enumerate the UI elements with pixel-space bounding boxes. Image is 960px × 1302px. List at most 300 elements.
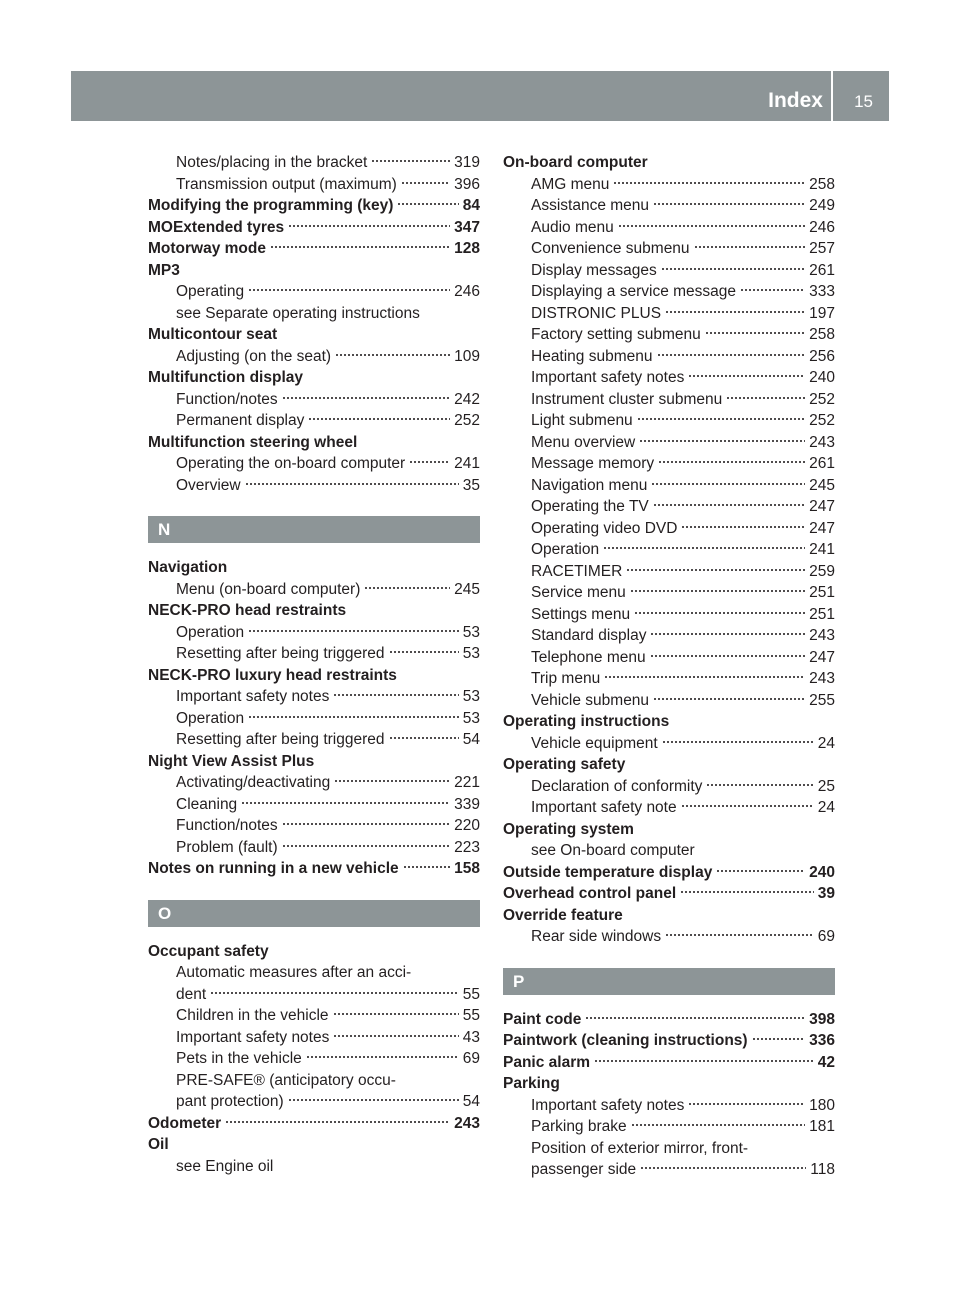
index-column-right xyxy=(503,152,835,1181)
index-subentry xyxy=(503,346,835,368)
dot-leader xyxy=(639,439,805,443)
entry-label: Night View Assist Plus xyxy=(148,752,315,770)
index-subentry xyxy=(503,217,835,239)
dot-leader xyxy=(681,525,805,529)
entry-page-number: 249 xyxy=(809,197,835,214)
index-letter-heading: P xyxy=(503,968,835,995)
dot-leader xyxy=(371,159,450,163)
entry-label: Standard display xyxy=(531,627,647,644)
index-subentry xyxy=(148,346,480,368)
entry-label: see Separate operating instructions xyxy=(176,304,420,322)
dot-leader xyxy=(618,224,805,228)
dot-leader xyxy=(282,396,450,400)
entry-label: Navigation xyxy=(148,559,228,576)
dot-leader xyxy=(640,1166,806,1170)
entry-label: Vehicle equipment xyxy=(531,734,658,752)
dot-leader xyxy=(389,650,459,654)
index-entry xyxy=(148,217,480,239)
entry-page-number: 333 xyxy=(809,283,835,300)
dot-leader xyxy=(401,181,450,185)
index-subentry xyxy=(148,174,480,196)
entry-page-number: 246 xyxy=(809,218,835,236)
index-entry xyxy=(148,238,480,260)
index-subentry xyxy=(148,453,480,475)
entry-page-number: 261 xyxy=(809,261,835,279)
entry-label: Permanent display xyxy=(176,412,305,429)
index-subentry xyxy=(503,926,835,948)
index-subentry xyxy=(503,776,835,798)
dot-leader xyxy=(334,779,450,783)
entry-label: Notes/placing in the bracket xyxy=(176,154,368,171)
entry-label: Motorway mode xyxy=(148,240,266,257)
entry-label: Heating submenu xyxy=(531,347,653,365)
entry-page-number: 243 xyxy=(809,433,835,451)
entry-label: Multifunction display xyxy=(148,369,303,386)
dot-leader xyxy=(288,1098,459,1102)
entry-page-number: 247 xyxy=(809,519,835,537)
dot-leader xyxy=(657,353,806,357)
entry-page-number: 339 xyxy=(454,795,480,813)
dot-leader xyxy=(650,654,806,658)
entry-label: Operating system xyxy=(503,820,634,838)
dot-leader xyxy=(651,482,805,486)
entry-label: Important safety notes xyxy=(176,1028,330,1046)
dot-leader xyxy=(681,804,814,808)
entry-label: Override feature xyxy=(503,906,623,924)
entry-label: Position of exterior mirror, front- xyxy=(531,1139,749,1157)
index-subentry xyxy=(503,518,835,540)
entry-page-number: 109 xyxy=(454,347,480,365)
index-subentry xyxy=(503,1138,835,1160)
index-entry xyxy=(503,1030,835,1052)
entry-page-number: 42 xyxy=(817,1053,835,1071)
dot-leader xyxy=(409,460,450,464)
entry-label: Cleaning xyxy=(176,795,238,813)
index-subentry xyxy=(503,733,835,755)
dot-leader xyxy=(653,503,805,507)
entry-page-number: 252 xyxy=(809,412,835,429)
entry-page-number: 53 xyxy=(462,688,480,705)
dot-leader xyxy=(752,1037,806,1041)
entry-page-number: 251 xyxy=(809,605,835,623)
index-entry xyxy=(503,1009,835,1031)
entry-page-number: 245 xyxy=(454,580,480,598)
index-entry xyxy=(503,905,835,927)
dot-leader xyxy=(308,417,450,421)
entry-page-number: 197 xyxy=(809,304,835,322)
index-subentry xyxy=(503,690,835,712)
entry-page-number: 221 xyxy=(454,774,480,791)
entry-page-number: 336 xyxy=(809,1032,835,1049)
entry-page-number: 398 xyxy=(809,1010,835,1028)
dot-leader xyxy=(630,589,805,593)
index-subentry xyxy=(148,1156,480,1178)
entry-label: Settings menu xyxy=(531,605,631,623)
index-entry xyxy=(148,432,480,454)
index-subentry xyxy=(503,1116,835,1138)
entry-label: Operation xyxy=(531,541,600,558)
index-subentry xyxy=(503,367,835,389)
index-entry xyxy=(148,195,480,217)
dot-leader xyxy=(694,245,806,249)
entry-label: Panic alarm xyxy=(503,1053,591,1071)
dot-leader xyxy=(333,1034,458,1038)
entry-label: Factory setting submenu xyxy=(531,326,701,343)
index-subentry xyxy=(148,794,480,816)
entry-page-number: 245 xyxy=(809,476,835,494)
index-subentry xyxy=(503,238,835,260)
entry-page-number: 55 xyxy=(462,1007,480,1024)
dot-leader xyxy=(604,675,805,679)
entry-label: Oil xyxy=(148,1136,169,1153)
dot-leader xyxy=(306,1055,459,1059)
dot-leader xyxy=(688,374,805,378)
entry-label: Automatic measures after an acci- xyxy=(176,964,412,981)
entry-label: Adjusting (on the seat) xyxy=(176,347,332,365)
dot-leader xyxy=(658,460,805,464)
entry-label: Vehicle submenu xyxy=(531,691,650,709)
index-letter-heading: O xyxy=(148,900,480,927)
entry-label: Multifunction steering wheel xyxy=(148,433,358,451)
dot-leader xyxy=(631,1123,805,1127)
entry-page-number: 347 xyxy=(454,218,480,236)
index-subentry xyxy=(503,281,835,303)
entry-label: Navigation menu xyxy=(531,476,648,494)
entry-page-number: 24 xyxy=(817,734,835,752)
dot-leader xyxy=(225,1120,450,1124)
entry-label: Transmission output (maximum) xyxy=(176,175,397,193)
entry-label: Important safety notes xyxy=(531,1096,685,1114)
entry-page-number: 252 xyxy=(809,390,835,408)
index-subentry xyxy=(503,668,835,690)
entry-label: MOExtended tyres xyxy=(148,218,285,236)
index-subentry xyxy=(503,625,835,647)
dot-leader xyxy=(665,310,805,314)
entry-label: Occupant safety xyxy=(148,942,269,960)
dot-leader xyxy=(335,353,450,357)
entry-label: pant protection) xyxy=(176,1093,284,1110)
index-entry xyxy=(148,941,480,963)
entry-page-number: 258 xyxy=(809,175,835,193)
entry-label: Notes on running in a new vehicle xyxy=(148,860,399,877)
index-entry xyxy=(148,1134,480,1156)
index-subentry xyxy=(148,643,480,665)
entry-page-number: 243 xyxy=(809,627,835,644)
index-subentry xyxy=(503,496,835,518)
entry-page-number: 240 xyxy=(809,369,835,386)
entry-page-number: 240 xyxy=(809,863,835,881)
index-subentry xyxy=(148,152,480,174)
dot-leader xyxy=(653,202,805,206)
entry-page-number: 259 xyxy=(809,562,835,580)
entry-label: DISTRONIC PLUS xyxy=(531,304,662,322)
index-entry xyxy=(503,819,835,841)
dot-leader xyxy=(603,546,805,550)
index-subentry xyxy=(503,840,835,862)
entry-page-number: 319 xyxy=(454,154,480,171)
dot-leader xyxy=(740,288,805,292)
index-subentry xyxy=(503,389,835,411)
index-entry xyxy=(148,751,480,773)
index-entry xyxy=(503,711,835,733)
entry-label: Overview xyxy=(176,476,241,494)
index-subentry xyxy=(148,389,480,411)
index-subentry xyxy=(148,1005,480,1027)
entry-page-number: 53 xyxy=(462,645,480,662)
entry-label: see On-board computer xyxy=(531,842,695,859)
entry-label: Declaration of conformity xyxy=(531,777,703,795)
entry-label: Resetting after being triggered xyxy=(176,731,385,748)
entry-label: Operation xyxy=(176,623,245,641)
entry-page-number: 128 xyxy=(454,240,480,257)
index-subentry xyxy=(148,303,480,325)
entry-label: Function/notes xyxy=(176,817,278,834)
index-entry xyxy=(503,152,835,174)
entry-label: Important safety note xyxy=(531,799,677,816)
index-subentry xyxy=(503,324,835,346)
index-subentry xyxy=(148,837,480,859)
entry-page-number: 258 xyxy=(809,326,835,343)
index-subentry xyxy=(503,432,835,454)
entry-label: Operation xyxy=(176,709,245,727)
entry-page-number: 223 xyxy=(454,838,480,856)
entry-label: Important safety notes xyxy=(531,369,685,386)
dot-leader xyxy=(245,482,459,486)
entry-page-number: 43 xyxy=(462,1028,480,1046)
entry-label: RACETIMER xyxy=(531,562,623,580)
dot-leader xyxy=(282,822,450,826)
entry-page-number: 246 xyxy=(454,283,480,300)
dot-leader xyxy=(333,693,458,697)
entry-label: Trip menu xyxy=(531,670,601,687)
entry-label: Paint code xyxy=(503,1010,582,1028)
index-subentry xyxy=(503,539,835,561)
entry-page-number: 39 xyxy=(817,885,835,902)
dot-leader xyxy=(364,586,450,590)
dot-leader xyxy=(705,331,805,335)
index-subentry xyxy=(148,984,480,1006)
entry-label: NECK-PRO head restraints xyxy=(148,602,347,619)
index-subentry xyxy=(503,797,835,819)
index-subentry xyxy=(503,561,835,583)
entry-label: Paintwork (cleaning instructions) xyxy=(503,1032,748,1049)
entry-label: see Engine oil xyxy=(176,1157,274,1175)
header-divider xyxy=(831,71,833,121)
entry-label: Light submenu xyxy=(531,412,633,429)
entry-label: Problem (fault) xyxy=(176,838,278,856)
dot-leader xyxy=(210,991,459,995)
index-subentry xyxy=(148,708,480,730)
entry-page-number: 180 xyxy=(809,1096,835,1114)
dot-leader xyxy=(594,1059,814,1063)
index-entry xyxy=(503,1052,835,1074)
index-subentry xyxy=(503,260,835,282)
entry-label: Assistance menu xyxy=(531,197,650,214)
dot-leader xyxy=(248,715,459,719)
entry-page-number: 261 xyxy=(809,455,835,472)
entry-page-number: 241 xyxy=(454,455,480,472)
entry-page-number: 25 xyxy=(817,777,835,795)
index-entry xyxy=(148,260,480,282)
entry-label: Convenience submenu xyxy=(531,240,690,257)
index-subentry xyxy=(148,962,480,984)
entry-label: Odometer xyxy=(148,1114,222,1132)
index-subentry xyxy=(148,686,480,708)
entry-label: Parking xyxy=(503,1075,560,1092)
index-entry xyxy=(148,367,480,389)
index-entry xyxy=(148,600,480,622)
dot-leader xyxy=(653,697,805,701)
dot-leader xyxy=(282,844,450,848)
entry-label: PRE-SAFE® (anticipatory occu- xyxy=(176,1071,396,1089)
index-subentry xyxy=(148,475,480,497)
entry-page-number: 69 xyxy=(817,928,835,945)
entry-label: passenger side xyxy=(531,1161,637,1178)
entry-page-number: 35 xyxy=(462,476,480,494)
index-entry xyxy=(148,1113,480,1135)
index-subentry xyxy=(148,1091,480,1113)
entry-label: Message memory xyxy=(531,455,655,472)
entry-label: Multicontour seat xyxy=(148,326,278,343)
dot-leader xyxy=(634,611,805,615)
entry-page-number: 118 xyxy=(810,1161,835,1178)
entry-label: NECK-PRO luxury head restraints xyxy=(148,666,397,684)
index-subentry xyxy=(503,410,835,432)
dot-leader xyxy=(662,740,814,744)
entry-page-number: 158 xyxy=(454,860,480,877)
dot-leader xyxy=(241,801,450,805)
entry-page-number: 396 xyxy=(454,175,480,193)
index-entry xyxy=(148,858,480,880)
entry-label: Parking brake xyxy=(531,1118,627,1135)
entry-page-number: 241 xyxy=(809,541,835,558)
entry-label: Audio menu xyxy=(531,218,614,236)
entry-page-number: 84 xyxy=(462,197,480,214)
dot-leader xyxy=(626,568,805,572)
index-entry xyxy=(503,1073,835,1095)
entry-page-number: 24 xyxy=(817,799,835,816)
entry-label: AMG menu xyxy=(531,175,610,193)
entry-label: Activating/deactivating xyxy=(176,774,331,791)
dot-leader xyxy=(397,202,458,206)
page-header xyxy=(71,71,889,121)
dot-leader xyxy=(403,865,451,869)
dot-leader xyxy=(333,1012,459,1016)
entry-label: Service menu xyxy=(531,584,626,601)
index-subentry xyxy=(148,1048,480,1070)
entry-page-number: 252 xyxy=(454,412,480,429)
dot-leader xyxy=(613,181,805,185)
index-subentry xyxy=(148,1070,480,1092)
entry-page-number: 242 xyxy=(454,390,480,408)
index-entry xyxy=(503,883,835,905)
dot-leader xyxy=(637,417,805,421)
entry-label: Children in the vehicle xyxy=(176,1007,329,1024)
index-subentry xyxy=(503,604,835,626)
entry-label: Instrument cluster submenu xyxy=(531,390,723,408)
dot-leader xyxy=(389,736,459,740)
page-number: 15 xyxy=(854,92,873,111)
entry-label: Modifying the programming (key) xyxy=(148,197,394,214)
entry-label: Menu (on-board computer) xyxy=(176,580,361,598)
entry-page-number: 54 xyxy=(462,731,480,748)
entry-page-number: 53 xyxy=(462,709,480,727)
entry-label: Operating instructions xyxy=(503,713,670,730)
index-subentry xyxy=(148,579,480,601)
entry-page-number: 54 xyxy=(462,1093,480,1110)
dot-leader xyxy=(248,288,450,292)
entry-label: Operating xyxy=(176,283,245,300)
entry-page-number: 69 xyxy=(462,1050,480,1067)
index-subentry xyxy=(503,195,835,217)
index-subentry xyxy=(503,647,835,669)
entry-page-number: 256 xyxy=(809,347,835,365)
dot-leader xyxy=(726,396,805,400)
index-subentry xyxy=(503,582,835,604)
section-title: Index xyxy=(768,89,823,112)
entry-label: On-board computer xyxy=(503,154,648,171)
index-letter-heading: N xyxy=(148,516,480,543)
index-subentry xyxy=(148,281,480,303)
entry-label: Resetting after being triggered xyxy=(176,645,385,662)
entry-label: Important safety notes xyxy=(176,688,330,705)
entry-page-number: 257 xyxy=(809,240,835,257)
entry-label: Telephone menu xyxy=(531,648,646,666)
entry-label: Operating the TV xyxy=(531,498,649,515)
index-column-left xyxy=(148,152,480,1177)
dot-leader xyxy=(706,783,813,787)
dot-leader xyxy=(665,933,814,937)
entry-label: Operating safety xyxy=(503,756,626,773)
entry-label: MP3 xyxy=(148,261,180,279)
index-subentry xyxy=(148,622,480,644)
index-subentry xyxy=(503,303,835,325)
index-subentry xyxy=(503,1095,835,1117)
entry-label: Menu overview xyxy=(531,433,636,451)
index-entry xyxy=(503,754,835,776)
entry-label: Rear side windows xyxy=(531,928,662,945)
index-subentry xyxy=(503,453,835,475)
entry-label: Operating the on-board computer xyxy=(176,455,406,472)
entry-label: Function/notes xyxy=(176,390,278,408)
entry-page-number: 247 xyxy=(809,498,835,515)
entry-page-number: 247 xyxy=(809,648,835,666)
dot-leader xyxy=(288,224,450,228)
dot-leader xyxy=(716,869,805,873)
entry-label: dent xyxy=(176,985,207,1003)
index-entry xyxy=(148,665,480,687)
entry-page-number: 220 xyxy=(454,817,480,834)
index-subentry xyxy=(148,772,480,794)
index-entry xyxy=(148,324,480,346)
entry-page-number: 53 xyxy=(462,623,480,641)
index-subentry xyxy=(503,1159,835,1181)
entry-label: Display messages xyxy=(531,261,657,279)
index-subentry xyxy=(148,410,480,432)
index-subentry xyxy=(503,174,835,196)
index-subentry xyxy=(148,729,480,751)
entry-label: Overhead control panel xyxy=(503,885,677,902)
dot-leader xyxy=(585,1016,805,1020)
entry-label: Operating video DVD xyxy=(531,519,678,537)
entry-page-number: 55 xyxy=(462,985,480,1003)
entry-page-number: 243 xyxy=(454,1114,480,1132)
index-subentry xyxy=(503,475,835,497)
dot-leader xyxy=(248,629,459,633)
dot-leader xyxy=(650,632,805,636)
entry-label: Pets in the vehicle xyxy=(176,1050,302,1067)
entry-page-number: 255 xyxy=(809,691,835,709)
